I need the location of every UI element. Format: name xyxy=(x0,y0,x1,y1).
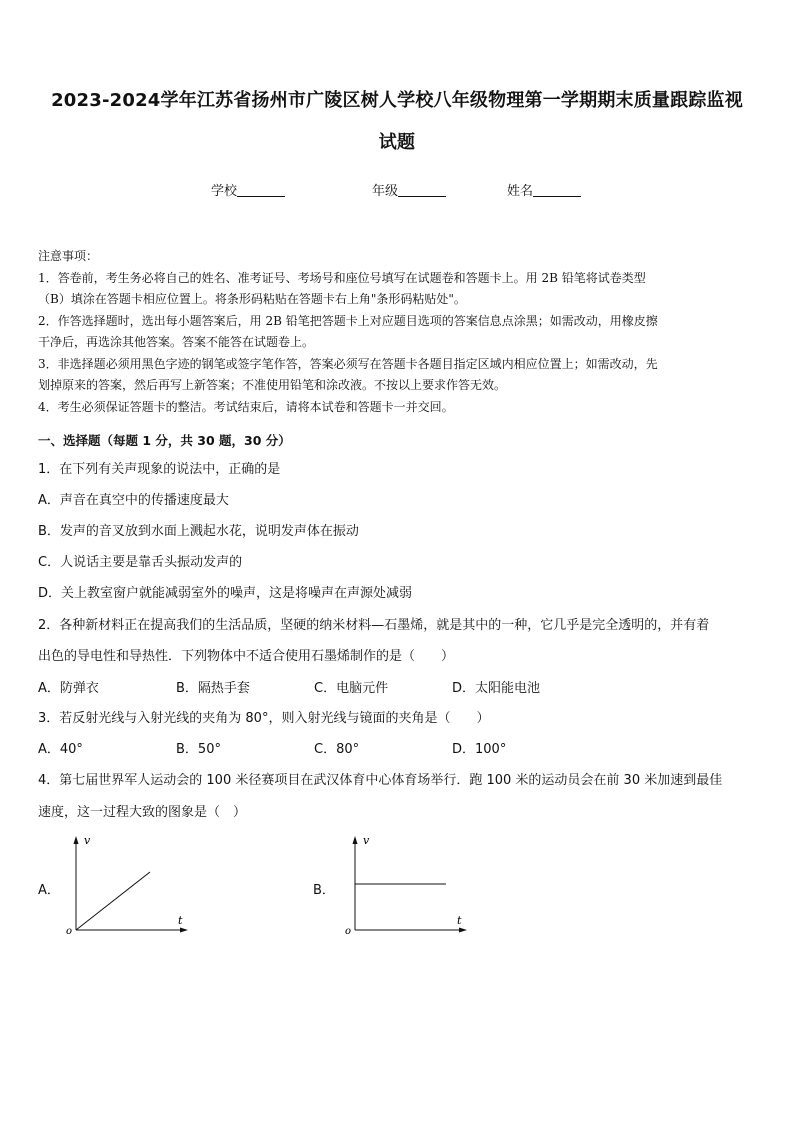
name-label: 姓名 xyxy=(507,184,534,199)
q3-option-a: A．40° xyxy=(38,742,83,757)
q3-option-d: D．100° xyxy=(452,742,507,757)
notes-line: 4．考生必须保证答题卡的整洁。考试结束后，请将本试卷和答题卡一并交回。 xyxy=(38,399,454,414)
q4-graph-a xyxy=(64,830,194,938)
q1-option-a: A．声音在真空中的传播速度最大 xyxy=(38,493,229,508)
graph-a-t-label: t xyxy=(178,914,183,927)
q2-option-d: D．太阳能电池 xyxy=(452,681,541,696)
q1-option-d: D．关上教室窗户就能减弱室外的噪声，这是将噪声在声源处减弱 xyxy=(38,586,413,601)
school-label: 学校 xyxy=(211,184,238,199)
q2-option-c: C．电脑元件 xyxy=(314,681,389,696)
q4-stem-continued: 速度，这一过程大致的图象是（ ） xyxy=(38,805,247,820)
q2-stem-continued: 出色的导电性和导热性．下列物体中不适合使用石墨烯制作的是（ ） xyxy=(38,649,455,664)
name-blank xyxy=(533,184,581,197)
q1-option-c: C．人说话主要是靠舌头振动发声的 xyxy=(38,555,243,570)
q2-stem: 2．各种新材料正在提高我们的生活品质，坚硬的纳米材料—石墨烯，就是其中的一种，它几乎是完全透明的，并有着 xyxy=(38,618,710,633)
notes-line: 干净后，再选涂其他答案。答案不能答在试题卷上。 xyxy=(38,335,315,349)
page-title: 2023-2024学年江苏省扬州市广陵区树人学校八年级物理第一学期期末质量跟踪监视 xyxy=(51,90,743,111)
graph-b-t-label: t xyxy=(457,914,462,927)
q4-stem: 4．第七届世界军人运动会的 100 米径赛项目在武汉体育中心体育场举行．跑 100 米的运动员会在前 30 米加速到最佳 xyxy=(38,773,723,788)
q2-option-a: A．防弹衣 xyxy=(38,681,99,696)
graph-b-v-label: v xyxy=(363,834,370,847)
notes-line: 1．答卷前，考生务必将自己的姓名、准考证号、考场号和座位号填写在试题卷和答题卡上。用 2B 铅笔将试卷类型 xyxy=(38,270,646,285)
notes-heading: 注意事项： xyxy=(38,249,99,263)
q1-stem: 1．在下列有关声现象的说法中，正确的是 xyxy=(38,462,281,477)
graph-b-t-arrow xyxy=(459,928,467,933)
school-field xyxy=(211,180,285,199)
notes-line: 2．作答选择题时，选出每小题答案后，用 2B 铅笔把答题卡上对应题目选项的答案信息点涂黑；如需改动，用橡皮擦 xyxy=(38,313,658,328)
notes-line: 划掉原来的答案，然后再写上新答案；不准使用铅笔和涂改液。不按以上要求作答无效。 xyxy=(38,378,507,392)
school-blank xyxy=(237,184,285,197)
graph-a-t-arrow xyxy=(180,928,188,933)
graph-b-v-arrow xyxy=(353,836,358,844)
notes-block xyxy=(38,246,758,418)
q2-option-b: B．隔热手套 xyxy=(176,681,250,696)
grade-field xyxy=(372,180,446,199)
grade-blank xyxy=(398,184,446,197)
graph-a-v-arrow xyxy=(74,836,79,844)
page-title-continued: 试题 xyxy=(378,132,416,153)
grade-label: 年级 xyxy=(372,184,399,199)
q4-graph-b xyxy=(343,830,473,938)
q3-option-b: B．50° xyxy=(176,742,221,757)
q4-option-b-label: B． xyxy=(313,883,335,898)
graph-b-origin: o xyxy=(345,926,352,937)
graph-a-origin: o xyxy=(66,926,73,937)
q4-option-a-label: A． xyxy=(38,883,60,898)
graph-a-v-label: v xyxy=(84,834,91,847)
name-field xyxy=(507,180,581,199)
section-heading: 一、选择题（每题 1 分，共 30 题，30 分） xyxy=(38,433,291,448)
q3-stem: 3．若反射光线与入射光线的夹角为 80°，则入射光线与镜面的夹角是（ ） xyxy=(38,711,490,726)
q1-option-b: B．发声的音叉放到水面上溅起水花，说明发声体在振动 xyxy=(38,524,359,539)
graph-a-line xyxy=(76,872,150,930)
notes-line: （B）填涂在答题卡相应位置上。将条形码粘贴在答题卡右上角"条形码粘贴处"。 xyxy=(38,292,466,306)
notes-line: 3．非选择题必须用黑色字迹的钢笔或签字笔作答，答案必须写在答题卡各题目指定区域内相应位置上；如需改动，先 xyxy=(38,356,658,371)
q3-option-c: C．80° xyxy=(314,742,360,757)
